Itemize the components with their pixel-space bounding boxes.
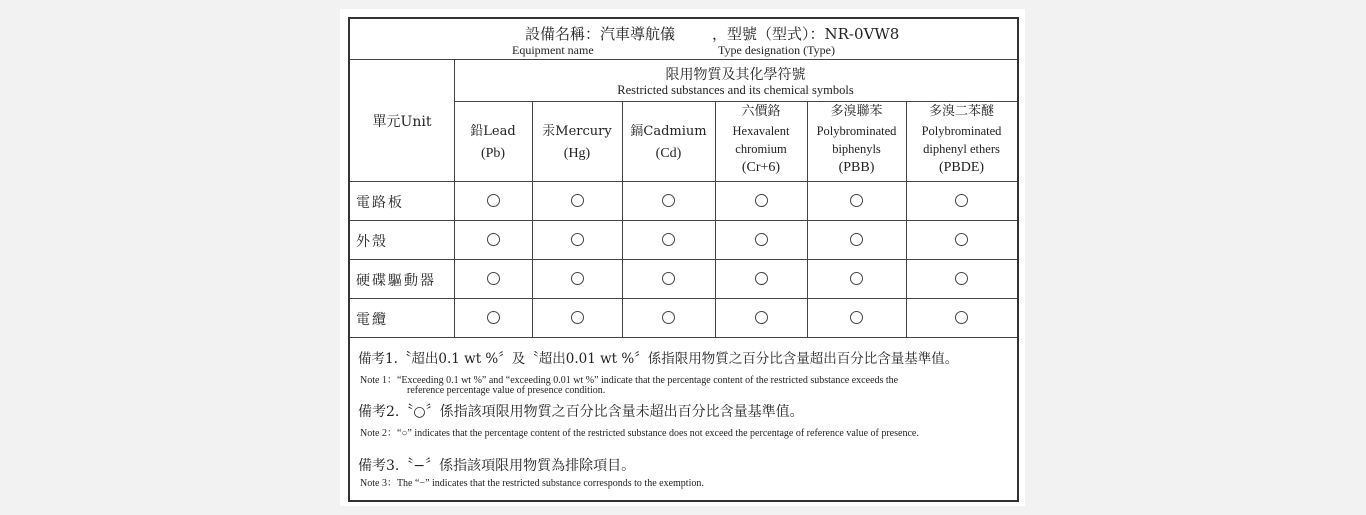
column-header-pbde-symbol: (PBDE) bbox=[938, 159, 985, 175]
row-divider bbox=[350, 220, 1017, 221]
column-header-divider bbox=[350, 181, 1017, 182]
header-divider bbox=[350, 59, 1017, 60]
restricted-header-en: Restricted substances and its chemical symbols bbox=[617, 83, 854, 97]
compliance-mark-circle bbox=[850, 194, 863, 207]
column-header-chromium-en1: Hexavalent bbox=[732, 123, 790, 138]
compliance-mark-circle bbox=[571, 311, 584, 324]
column-header-cadmium bbox=[622, 121, 715, 165]
note-1-zh: 備考1.〝超出0.1 wt %〞及〝超出0.01 wt %〞係指限用物質之百分比含量超出百分比含量基準值。 bbox=[358, 351, 959, 367]
row-label-cable: 電纜 bbox=[356, 312, 388, 328]
compliance-mark-circle bbox=[487, 233, 500, 246]
column-header-pbb-zh: 多溴聯苯 bbox=[830, 104, 883, 119]
column-divider bbox=[454, 59, 455, 337]
compliance-mark-circle bbox=[850, 233, 863, 246]
equipment-name-en: Equipment name bbox=[512, 43, 594, 57]
compliance-mark-circle bbox=[662, 233, 675, 246]
column-header-lead bbox=[454, 121, 532, 165]
column-header-mercury-symbol: (Hg) bbox=[563, 146, 591, 161]
restricted-header-zh: 限用物質及其化學符號 bbox=[665, 67, 806, 83]
row-label-housing: 外殼 bbox=[356, 234, 388, 250]
compliance-mark-circle bbox=[755, 194, 768, 207]
equipment-name-zh: 設備名稱：汽車導航儀 bbox=[525, 25, 676, 43]
model-zh: ，型號（型式）：NR-0VW8 bbox=[712, 25, 900, 43]
column-header-cadmium-symbol: (Cd) bbox=[655, 146, 682, 161]
compliance-mark-circle bbox=[571, 233, 584, 246]
compliance-mark-circle bbox=[955, 311, 968, 324]
rohs-declaration-sheet bbox=[340, 9, 1025, 506]
column-header-pbde-en2: diphenyl ethers bbox=[923, 142, 1000, 156]
column-header-pbb-symbol: (PBB) bbox=[838, 159, 875, 175]
column-header-mercury bbox=[532, 121, 622, 165]
row-label-hard-drive: 硬碟驅動器 bbox=[356, 273, 436, 289]
column-header-chromium-symbol: (Cr+6) bbox=[741, 159, 781, 175]
note-3-zh: 備考3.〝−〞係指該項限用物質為排除項目。 bbox=[358, 458, 636, 474]
compliance-mark-circle bbox=[850, 311, 863, 324]
compliance-mark-circle bbox=[662, 311, 675, 324]
column-header-pbde-en1: Polybrominated bbox=[921, 123, 1002, 138]
row-label-circuit-board: 電路板 bbox=[356, 195, 404, 211]
column-header-pbb-en1: Polybrominated bbox=[816, 123, 897, 138]
column-header-pbde bbox=[906, 103, 1017, 177]
compliance-mark-circle bbox=[487, 194, 500, 207]
compliance-mark-circle bbox=[755, 272, 768, 285]
unit-header: 單元Unit bbox=[372, 114, 432, 130]
column-header-cadmium-name: 鎘Cadmium bbox=[630, 124, 707, 139]
note-1-en-continued: reference percentage value of presence condition. bbox=[407, 385, 606, 396]
column-header-chromium bbox=[715, 103, 807, 177]
note-2-en: Note 2：“○” indicates that the percentage content of the restricted substance does not exceed the percentage of reference value of presence. bbox=[360, 428, 919, 439]
column-header-lead-symbol: (Pb) bbox=[480, 146, 506, 161]
compliance-mark-circle bbox=[487, 311, 500, 324]
note-2-zh: 備考2.〝○〞係指該項限用物質之百分比含量未超出百分比含量基準值。 bbox=[358, 404, 804, 420]
column-header-pbb bbox=[807, 103, 906, 177]
column-header-pbb-en2: biphenyls bbox=[832, 142, 881, 156]
compliance-mark-circle bbox=[662, 194, 675, 207]
compliance-mark-circle bbox=[571, 194, 584, 207]
column-header-lead-name: 鉛Lead bbox=[470, 124, 516, 139]
compliance-mark-circle bbox=[571, 272, 584, 285]
note-1-en: Note 1：“Exceeding 0.1 wt %” and “exceeding 0.01 wt %” indicate that the percentage content of the restricted substance exceeds the bbox=[360, 375, 899, 386]
table-frame bbox=[348, 17, 1019, 502]
compliance-mark-circle bbox=[955, 194, 968, 207]
row-divider bbox=[350, 298, 1017, 299]
table-bottom-divider bbox=[350, 337, 1017, 338]
column-header-mercury-name: 汞Mercury bbox=[542, 124, 612, 139]
row-divider bbox=[350, 259, 1017, 260]
compliance-mark-circle bbox=[955, 272, 968, 285]
type-designation-en: Type designation (Type) bbox=[718, 43, 835, 57]
column-header-chromium-zh: 六價鉻 bbox=[741, 104, 781, 119]
column-header-pbde-zh: 多溴二苯醚 bbox=[928, 104, 994, 119]
column-header-chromium-en2: chromium bbox=[735, 142, 787, 156]
compliance-mark-circle bbox=[487, 272, 500, 285]
compliance-mark-circle bbox=[850, 272, 863, 285]
restricted-divider bbox=[454, 101, 1017, 102]
compliance-mark-circle bbox=[955, 233, 968, 246]
compliance-mark-circle bbox=[755, 311, 768, 324]
note-3-en: Note 3：The “−” indicates that the restricted substance corresponds to the exemption. bbox=[360, 478, 704, 489]
compliance-mark-circle bbox=[755, 233, 768, 246]
compliance-mark-circle bbox=[662, 272, 675, 285]
